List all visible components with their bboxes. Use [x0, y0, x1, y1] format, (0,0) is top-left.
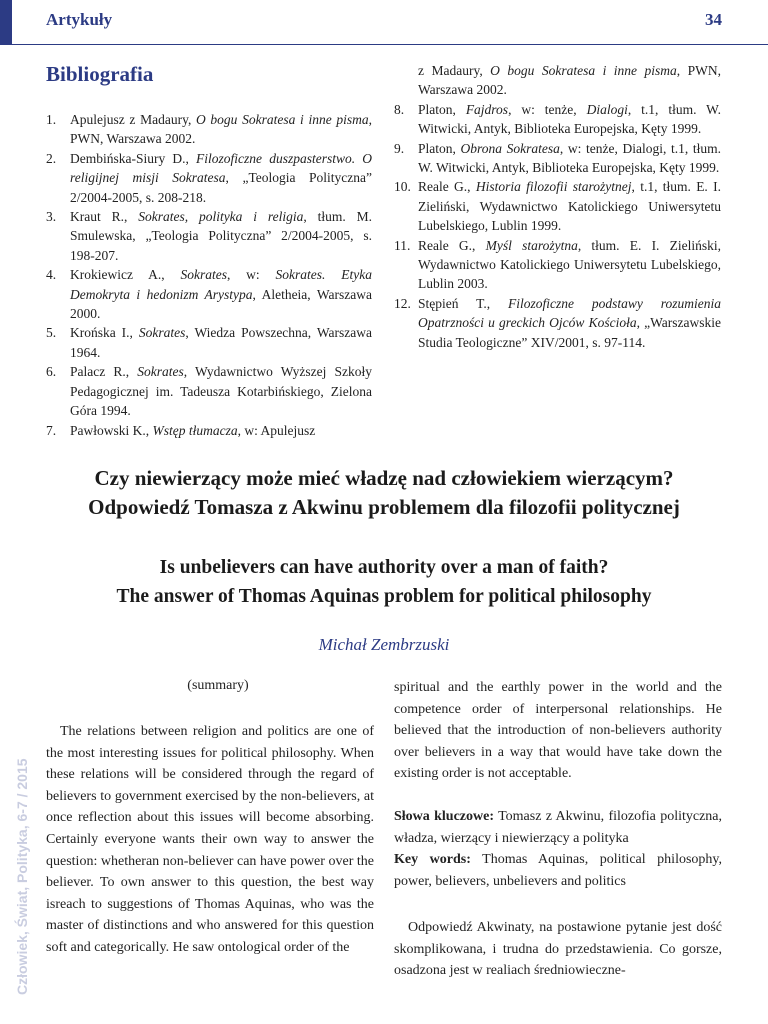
article-body-start: Odpowiedź Akwinaty, na postawione pytanie jest dość skomplikowana, i trudna do przedstawienia. Co gorsze, osadzona jest w realiach średniowieczne-	[394, 920, 722, 979]
reference-item	[46, 207, 372, 265]
keywords-block	[394, 806, 722, 892]
page-number: 34	[705, 10, 722, 29]
reference-text: Platon,	[418, 101, 466, 117]
reference-item	[394, 139, 721, 178]
reference-number: 3.	[46, 209, 57, 225]
reference-title: Wstęp tłumacza	[152, 422, 238, 438]
bibliography-right-column	[394, 61, 721, 352]
reference-title: Historia filozofii starożytnej	[475, 179, 632, 195]
reference-title: Sokrates. Etyka Demokryta i hedonizm Arystypa	[70, 267, 373, 302]
reference-continuation	[394, 61, 721, 100]
reference-title: O bogu Sokratesa i inne pisma	[490, 63, 677, 78]
reference-text: Dembińska-Siury D.,	[70, 150, 197, 166]
article-title-polish	[30, 464, 738, 522]
reference-title: Filozoficzne duszpasterstwo. O religijnej misji Sokratesa	[70, 150, 372, 186]
reference-text: , tłum. E. I. Zieliński, Wydawnictwo Katolickiego Uniwersytetu Lubelskiego, Lublin 2003.	[418, 237, 722, 292]
reference-text: , Aletheia, Warszawa 2000.	[70, 286, 372, 322]
reference-number: 4.	[46, 267, 57, 283]
reference-text: , w: tenże, Dialogi, t.1, tłum. W. Witwicki, Antyk, Biblioteka Europejska, Kęty 1999.	[418, 140, 721, 176]
reference-item	[394, 177, 721, 235]
reference-item	[46, 362, 372, 420]
article-title-line: Odpowiedź Tomasza z Akwinu problemem dla filozofii politycznej	[88, 495, 680, 519]
author-name: Michał Zembrzuski	[318, 635, 450, 654]
reference-text: Platon,	[418, 140, 461, 156]
reference-text: , Wiedza Powszechna, Warszawa 1964.	[70, 325, 372, 360]
summary-text-right: spiritual and the earthly power in the world and the competence order of interpersonal relationships. He believed that the introduction of non-believers authority over believers in a way that would have take down the existing order is not acceptable.	[394, 680, 722, 782]
reference-item	[46, 149, 372, 207]
reference-text: , Wydawnictwo Wyższej Szkoły Pedagogicznej im. Tadeusza Kotarbińskiego, Zielona Góra 1994.	[70, 364, 372, 419]
summary-label: (summary)	[187, 678, 249, 693]
reference-text: , PWN, Warszawa 2002.	[70, 112, 372, 147]
reference-number: 2.	[46, 150, 57, 166]
article-title-line: The answer of Thomas Aquinas problem for political philosophy	[116, 586, 652, 607]
keywords-label: Key words:	[394, 852, 471, 868]
reference-text: , PWN, Warszawa 2002.	[418, 63, 721, 98]
bibliography-left-column	[46, 110, 372, 440]
reference-number: 6.	[46, 364, 57, 380]
header-rule	[12, 44, 768, 45]
reference-title: O bogu Sokratesa i inne pisma	[196, 112, 369, 127]
bibliography-heading: Bibliografia	[46, 62, 154, 86]
reference-text: , „Warszawskie Studia Teologiczne” XIV/2001, s. 97-114.	[418, 315, 721, 350]
reference-item	[46, 110, 372, 149]
keywords-english	[394, 849, 722, 892]
keywords-text: Thomas Aquinas, political philosophy, power, believers, unbelievers and politics	[394, 852, 722, 889]
reference-title: Filozoficzne podstawy rozumienia Opatrzności u greckich Ojców Kościoła	[418, 295, 721, 331]
reference-item	[394, 236, 721, 294]
reference-number: 11.	[394, 237, 411, 253]
header-accent-bar	[0, 0, 12, 45]
reference-text: Palacz R.,	[70, 364, 138, 380]
reference-item	[394, 294, 721, 352]
reference-number: 7.	[46, 422, 57, 438]
reference-number: 1.	[46, 112, 57, 127]
reference-text: Apulejusz z Madaury,	[70, 112, 196, 127]
reference-item	[46, 323, 372, 362]
keywords-polish	[394, 806, 722, 849]
reference-text: , „Teologia Polityczna” 2/2004-2005, s. 208-218.	[70, 170, 372, 205]
reference-text: Pawłowski K.,	[70, 422, 153, 438]
article-title-line: Is unbelievers can have authority over a man of faith?	[159, 557, 609, 578]
reference-item	[46, 421, 372, 440]
reference-text: Stępień T.,	[418, 295, 508, 311]
reference-title: Fajdros	[465, 101, 509, 117]
reference-text: Reale G.,	[418, 179, 476, 195]
summary-text-left: The relations between religion and politics are one of the most interesting issues for political philosophy. When these relations will be considered through the regard of believers to government exercised by the non-believers, at once reflection about this issues will become absorbing. Certainly everyone wants their own way to answer the question: whetheran non-believer can have power over the believer. To own answer to this question, the best way isreach to suggestions of Thomas Aquinas, who was the master of distinctions and who answered for this question soft and categorically. He saw ontological order of the	[46, 724, 374, 955]
article-title-line: Czy niewierzący może mieć władzę nad człowiekiem wierzącym?	[94, 466, 674, 490]
reference-text: Krokiewicz A.,	[70, 267, 181, 283]
reference-number: 9.	[394, 140, 405, 156]
reference-title: Sokrates	[138, 325, 186, 341]
reference-text: , w: tenże,	[508, 101, 587, 117]
article-title-english	[30, 553, 738, 611]
reference-text: , t.1, tłum. W. Witwicki, Antyk, Biblioteka Europejska, Kęty 1999.	[418, 101, 721, 137]
journal-side-caption: Człowiek, Świat, Polityka, 6-7 / 2015	[14, 758, 30, 995]
reference-number: 12.	[394, 295, 411, 311]
reference-item	[46, 265, 372, 323]
reference-number: 8.	[394, 101, 405, 117]
reference-text: Kraut R.,	[70, 209, 139, 225]
reference-title: Sokrates	[137, 364, 184, 380]
reference-title: Myśl starożytna	[485, 237, 578, 253]
reference-title: Obrona Sokratesa	[460, 140, 560, 156]
reference-text: Krońska I.,	[70, 325, 139, 341]
reference-text: z Madaury,	[418, 63, 491, 78]
reference-title: Sokrates	[180, 267, 227, 283]
section-label: Artykuły	[46, 10, 113, 29]
reference-title: Sokrates, polityka i religia	[138, 209, 304, 225]
reference-text: , w: Apulejusz	[237, 422, 316, 438]
reference-title: Dialogi	[586, 101, 628, 117]
reference-text: Reale G.,	[418, 237, 486, 253]
reference-item	[394, 100, 721, 139]
keywords-label: Słowa kluczowe:	[394, 809, 494, 824]
keywords-text: Tomasz z Akwinu, filozofia polityczna, władza, wierzący i niewierzący a polityka	[394, 809, 723, 846]
reference-text: , tłum. M. Smulewska, „Teologia Polityczna” 2/2004-2005, s. 198-207.	[70, 209, 373, 263]
reference-number: 10.	[394, 179, 411, 195]
reference-number: 5.	[46, 325, 57, 341]
reference-text: , t.1, tłum. E. I. Zieliński, Wydawnictwo Katolickiego Uniwersytetu Lubelskiego, Lublin 1999.	[418, 179, 721, 234]
reference-text: , w:	[226, 267, 276, 283]
